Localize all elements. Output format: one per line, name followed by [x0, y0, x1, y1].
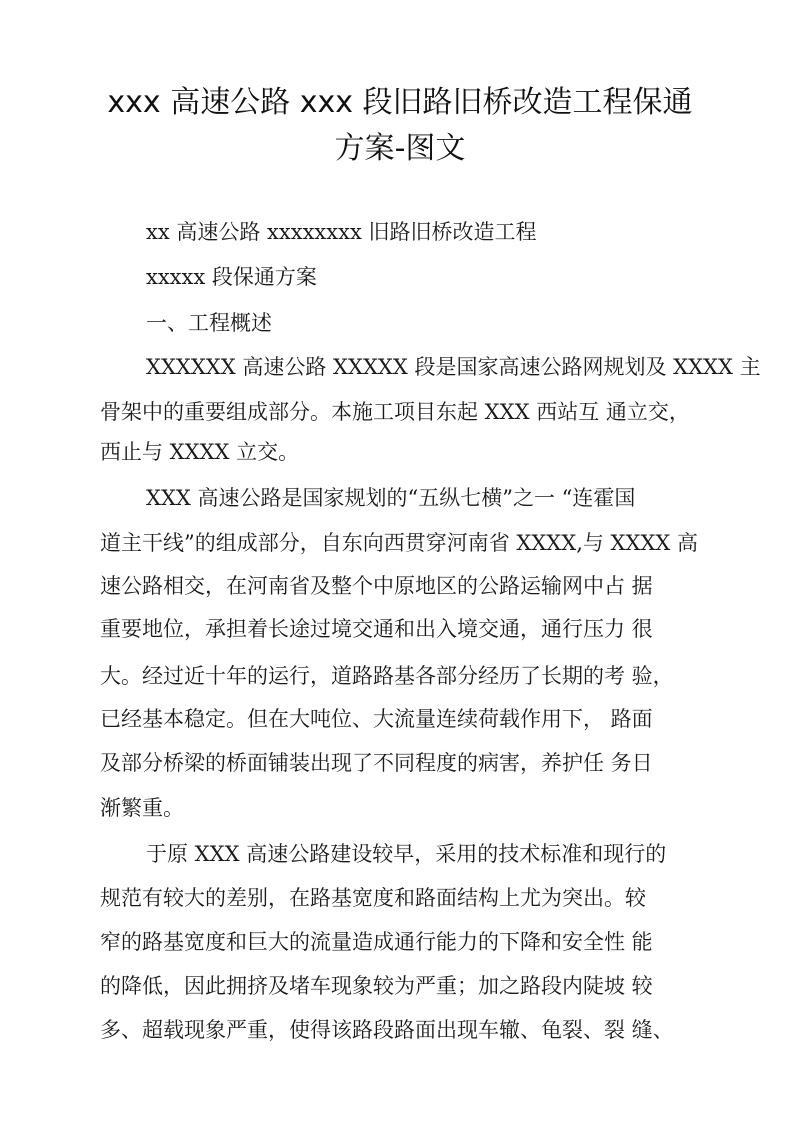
paragraph-3-line-1: 于原 XXX 高速公路建设较早，采用的技术标准和现行的: [146, 842, 667, 866]
document-title-line-2: 方案-图文: [334, 131, 466, 166]
paragraph-2-line-1: XXX 高速公路是国家规划的“五纵七横”之一 “连霍国: [146, 486, 636, 510]
paragraph-3-line-4: 的降低，因此拥挤及堵车现象较为严重；加之路段内陡坡 较: [100, 974, 653, 998]
document-title-line-1: xxx 高速公路 xxx 段旧路旧桥改造工程保通: [107, 85, 693, 120]
paragraph-3-line-2: 规范有较大的差别，在路基宽度和路面结构上尤为突出。较: [100, 886, 646, 910]
paragraph-2-line-4: 重要地位，承担着长途过境交通和出入境交通，通行压力 很: [100, 617, 653, 641]
paragraph-1-line-3: 西止与 XXXX 立交。: [100, 440, 300, 464]
paragraph-3-line-5: 多、超载现象严重，使得该路段路面出现车辙、龟裂、裂 缝、: [100, 1018, 674, 1042]
paragraph-3-line-3: 窄的路基宽度和巨大的流量造成通行能力的下降和安全性 能: [100, 930, 653, 954]
paragraph-2-line-3: 速公路相交，在河南省及整个中原地区的公路运输网中占 据: [100, 574, 653, 598]
paragraph-1-line-2: 骨架中的重要组成部分。本施工项目东起 XXX 西站互 通立交，: [100, 400, 690, 424]
paragraph-2-line-7: 及部分桥梁的桥面铺装出现了不同程度的病害，养护任 务日: [100, 751, 653, 775]
paragraph-2-line-8: 渐繁重。: [100, 796, 184, 820]
paragraph-1-line-1: XXXXXX 高速公路 XXXXX 段是国家高速公路网规划及 XXXX 主: [146, 355, 761, 379]
paragraph-2-line-5: 大。经过近十年的运行，道路路基各部分经历了长期的考 验，: [100, 664, 674, 688]
section-heading: 一、工程概述: [146, 311, 272, 335]
paragraph-2-line-6: 已经基本稳定。但在大吨位、大流量连续荷载作用下， 路面: [100, 707, 653, 731]
subtitle-line-1: xx 高速公路 xxxxxxxx 旧路旧桥改造工程: [146, 220, 537, 244]
paragraph-2-line-2: 道主干线”的组成部分，自东向西贯穿河南省 XXXX,与 XXXX 高: [100, 531, 699, 555]
subtitle-line-2: xxxxx 段保通方案: [146, 265, 317, 289]
